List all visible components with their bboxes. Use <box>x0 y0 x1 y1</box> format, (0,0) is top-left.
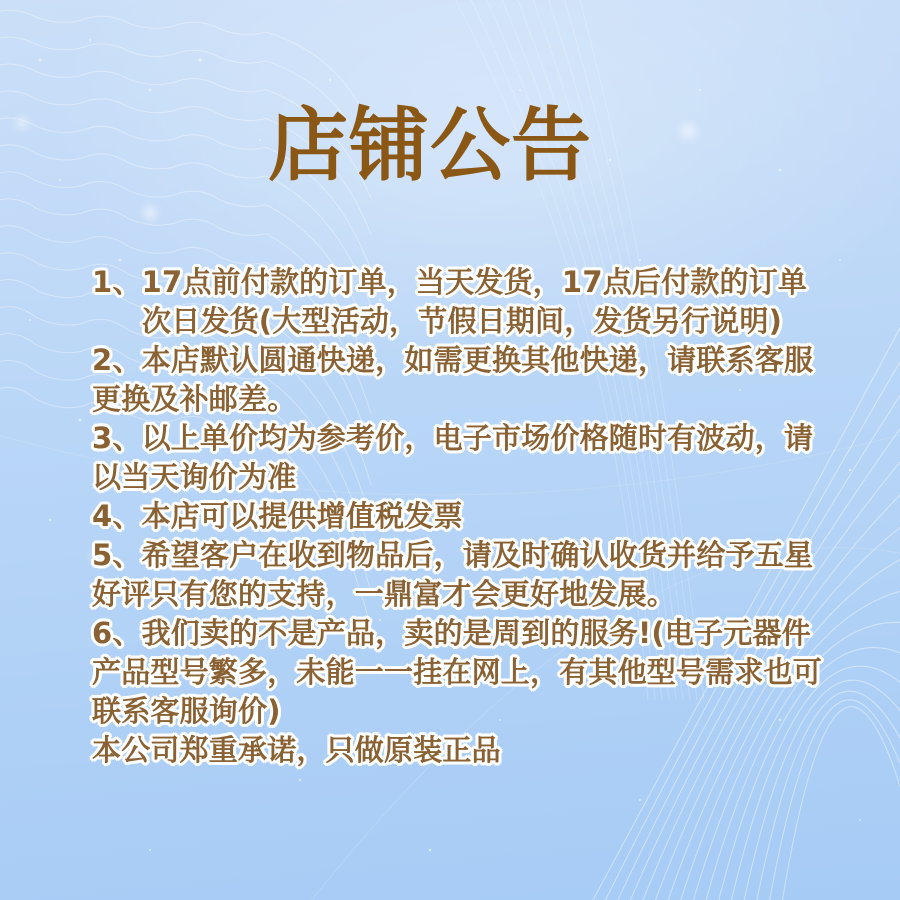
announcement-line-10: 6、我们卖的不是产品，卖的是周到的服务!(电子元器件 <box>92 616 811 650</box>
page-title: 店铺公告 <box>268 99 592 192</box>
announcement-line-6: 以当天询价为准 <box>92 460 297 494</box>
announcement-line-4: 更换及补邮差。 <box>92 382 297 416</box>
announcement-line-9: 好评只有您的支持，一鼎富才会更好地发展。 <box>92 577 677 611</box>
announcement-line-3: 2、本店默认圆通快递，如需更换其他快递，请联系客服 <box>92 343 814 377</box>
announcement-line-5: 3、以上单价均为参考价，电子市场价格随时有波动，请 <box>92 421 814 455</box>
announcement-line-11: 产品型号繁多，未能一一挂在网上，有其他型号需求也可 <box>92 655 823 689</box>
announcement-line-8: 5、希望客户在收到物品后，请及时确认收货并给予五星 <box>92 538 814 572</box>
announcement-line-7: 4、本店可以提供增值税发票 <box>92 499 463 533</box>
announcement-line-12: 联系客服询价) <box>92 694 281 728</box>
announcement-line-13: 本公司郑重承诺，只做原装正品 <box>92 733 501 767</box>
announcement-line-1: 1、17点前付款的订单，当天发货，17点后付款的订单 <box>92 265 808 299</box>
announcement-line-2: 次日发货(大型活动，节假日期间，发货另行说明) <box>142 304 783 338</box>
announcement-text <box>92 263 832 770</box>
